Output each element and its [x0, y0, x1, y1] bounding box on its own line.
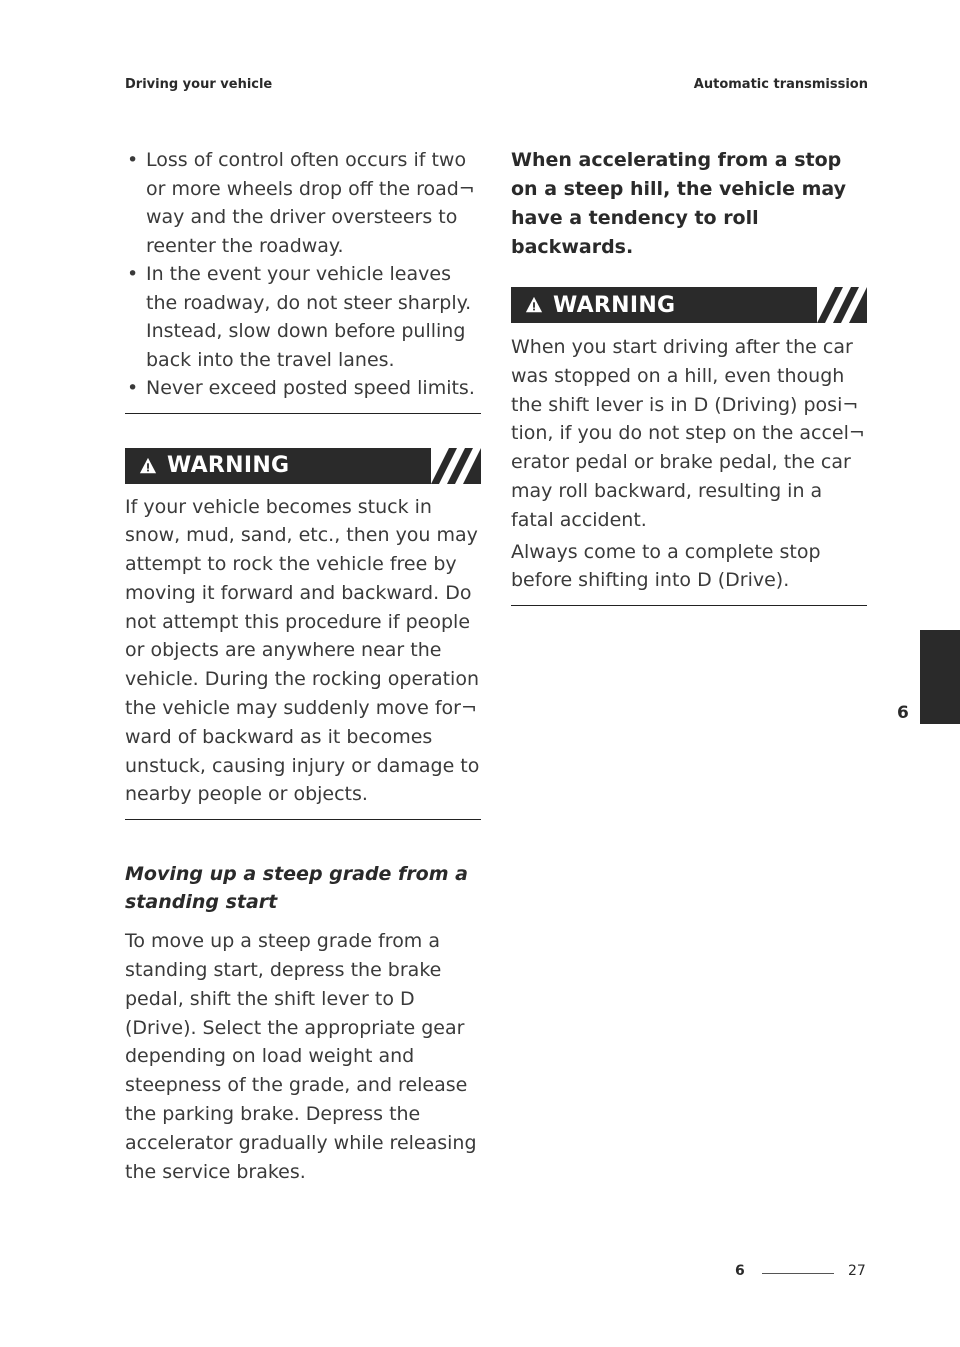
section-divider [125, 819, 481, 820]
bullet-glyph: • [127, 263, 139, 285]
warning-label: WARNING [167, 453, 290, 478]
warning-text: If your vehicle becomes stuck in snow, mud, sand, etc., then you may attempt to rock the vehicle free by moving it forward and backward. Do not attempt this procedure if people or objects are anywhere near the vehicle. During the rocking operation the vehicle may suddenly move for¬ ward of backward as it becomes unstuck, causing injury or damage to nearby people or objects. [125, 495, 480, 806]
list-item [125, 374, 481, 403]
chapter-tab [920, 630, 960, 724]
left-column [125, 146, 481, 1186]
section-divider [125, 413, 481, 414]
chapter-tab-number: 6 [897, 703, 909, 723]
running-header-right: Automatic transmission [693, 77, 868, 92]
warning-slashes-icon [431, 448, 481, 484]
running-header-left: Driving your vehicle [125, 77, 273, 92]
list-item [125, 260, 481, 374]
bullet-text: In the event your vehicle leaves the roadway, do not steer sharply. Instead, slow down before pulling back into the travel lanes. [146, 263, 472, 371]
section-subheading: Moving up a steep grade from a standing start [125, 863, 468, 914]
bullet-list [125, 146, 481, 403]
warning-label: WARNING [553, 292, 676, 318]
warning-slashes-icon [817, 287, 867, 323]
section-divider [511, 605, 867, 606]
footer-page-number: 27 [848, 1263, 866, 1279]
warning-triangle-icon [525, 296, 543, 314]
bullet-glyph: • [127, 149, 139, 171]
warning-text: When you start driving after the car was stopped on a hill, even though the shift lever is in D (Driving) posi¬ tion, if you do not step on the accel¬ erator pedal or brake pedal, the car may roll backward, resulting in a fatal accident. [511, 336, 865, 531]
bullet-text: Loss of control often occurs if two or more wheels drop off the road¬ way and the driver oversteers to reenter the roadway. [146, 149, 475, 257]
list-item [125, 146, 481, 260]
right-column [511, 146, 867, 606]
warning-triangle-icon [139, 457, 157, 475]
footer-chapter: 6 [735, 1263, 745, 1279]
bullet-glyph: • [127, 377, 139, 399]
footer-divider [762, 1273, 834, 1274]
bold-heading: When accelerating from a stop on a steep hill, the vehicle may have a tendency to roll backwards. [511, 149, 847, 258]
warning-banner [125, 448, 481, 484]
warning-text: Always come to a complete stop before shifting into D (Drive). [511, 540, 821, 592]
body-paragraph: To move up a steep grade from a standing start, depress the brake pedal, shift the shift lever to D (Drive). Select the appropriate gear depending on load weight and steepness of the grade, and release the parking brake. Depress the accelerator gradually while releasing the service brakes. [125, 930, 477, 1183]
bullet-text: Never exceed posted speed limits. [146, 377, 475, 399]
warning-banner [511, 287, 867, 323]
